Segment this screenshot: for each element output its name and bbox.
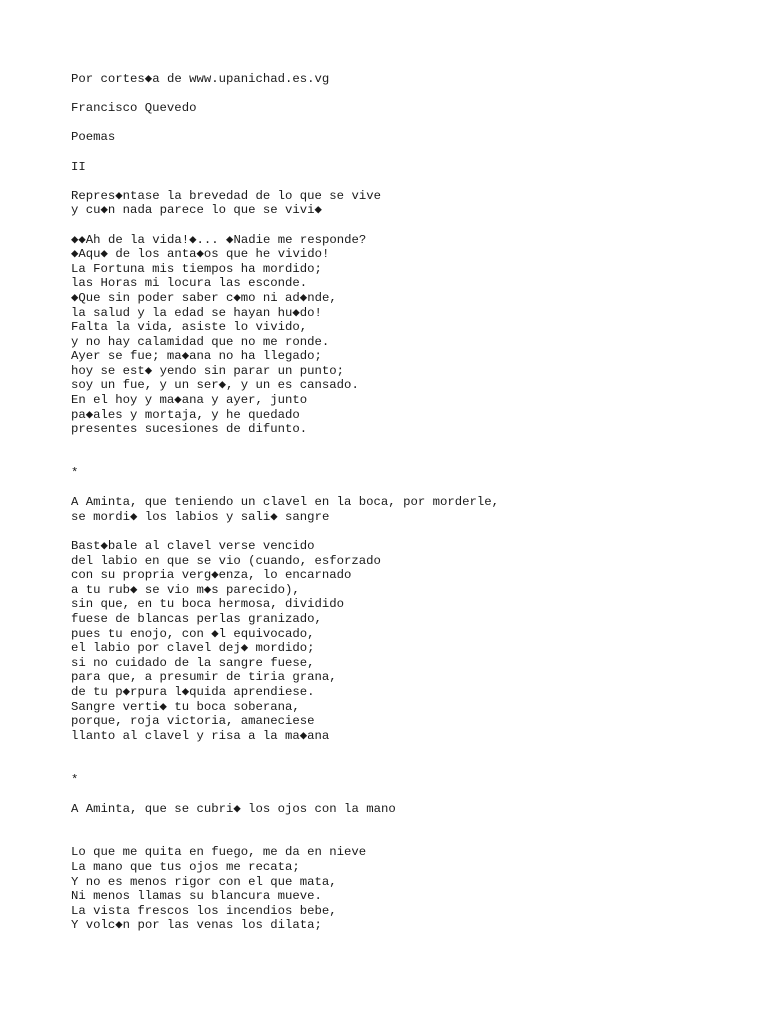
section-separator: * <box>71 772 79 787</box>
poem-3 <box>71 802 751 933</box>
poem-line: Y volc◆n por las venas los dilata; <box>71 918 322 933</box>
poem-title-line: y cu◆n nada parece lo que se vivi◆ <box>71 203 322 218</box>
poem-line: el labio por clavel dej◆ mordido; <box>71 641 315 656</box>
poem-title-line: A Aminta, que se cubri◆ los ojos con la mano <box>71 801 396 816</box>
section-separator: * <box>71 466 79 481</box>
poem-line: la salud y la edad se hayan hu◆do! <box>71 305 322 320</box>
collection-title: Poemas <box>71 130 116 145</box>
poem-line: ◆Aqu◆ de los anta◆os que he vivido! <box>71 247 330 262</box>
poem-line: porque, roja victoria, amaneciese <box>71 714 315 729</box>
poem-line: las Horas mi locura las esconde. <box>71 276 308 291</box>
poem-line: pues tu enojo, con ◆l equivocado, <box>71 626 315 641</box>
poem-line: a tu rub◆ se vio m◆s parecido), <box>71 582 300 597</box>
poem-line: La mano que tus ojos me recata; <box>71 860 300 875</box>
poem-line: hoy se est◆ yendo sin parar un punto; <box>71 363 345 378</box>
poem-line: Falta la vida, asiste lo vivido, <box>71 320 308 335</box>
poem-line: ◆Que sin poder saber c◆mo ni ad◆nde, <box>71 290 337 305</box>
courtesy-line: Por cortes◆a de www.upanichad.es.vg <box>71 72 330 86</box>
poem-line: llanto al clavel y risa a la ma◆ana <box>71 728 330 743</box>
poem-line: soy un fue, y un ser◆, y un es cansado. <box>71 378 359 393</box>
poem-title-line: A Aminta, que teniendo un clavel en la boca, por morderle, <box>71 495 500 510</box>
poem-line: Ni menos llamas su blancura mueve. <box>71 889 322 904</box>
poem-line: En el hoy y ma◆ana y ayer, junto <box>71 393 308 408</box>
poem-line: con su propria verg◆enza, lo encarnado <box>71 568 352 583</box>
poem-title-line: se mordi◆ los labios y sali◆ sangre <box>71 509 330 524</box>
poem-line: Ayer se fue; ma◆ana no ha llegado; <box>71 349 322 364</box>
poem-1 <box>71 189 751 437</box>
poem-line: fuese de blancas perlas granizado, <box>71 611 322 626</box>
poem-line: pa◆ales y mortaja, y he quedado <box>71 407 300 422</box>
poem-2 <box>71 495 751 743</box>
section-number: II <box>71 159 86 174</box>
poem-line: del labio en que se vio (cuando, esforzado <box>71 553 381 568</box>
poem-line: para que, a presumir de tiria grana, <box>71 670 337 685</box>
poem-line: Lo que me quita en fuego, me da en nieve <box>71 845 367 860</box>
poem-line: sin que, en tu boca hermosa, dividido <box>71 597 345 612</box>
document-page <box>71 72 751 933</box>
poem-line: Y no es menos rigor con el que mata, <box>71 874 337 889</box>
poem-line: ◆◆Ah de la vida!◆... ◆Nadie me responde? <box>71 232 367 247</box>
poem-title-line: Repres◆ntase la brevedad de lo que se vive <box>71 188 381 203</box>
author-name: Francisco Quevedo <box>71 101 197 116</box>
poem-line: si no cuidado de la sangre fuese, <box>71 655 315 670</box>
poem-line: Bast◆bale al clavel verse vencido <box>71 539 315 553</box>
poem-line: presentes sucesiones de difunto. <box>71 422 308 437</box>
poem-line: La Fortuna mis tiempos ha mordido; <box>71 261 322 276</box>
poem-line: de tu p◆rpura l◆quida aprendiese. <box>71 684 315 699</box>
poem-line: y no hay calamidad que no me ronde. <box>71 334 330 349</box>
poem-line: Sangre verti◆ tu boca soberana, <box>71 699 300 714</box>
poem-line: La vista frescos los incendios bebe, <box>71 903 337 918</box>
